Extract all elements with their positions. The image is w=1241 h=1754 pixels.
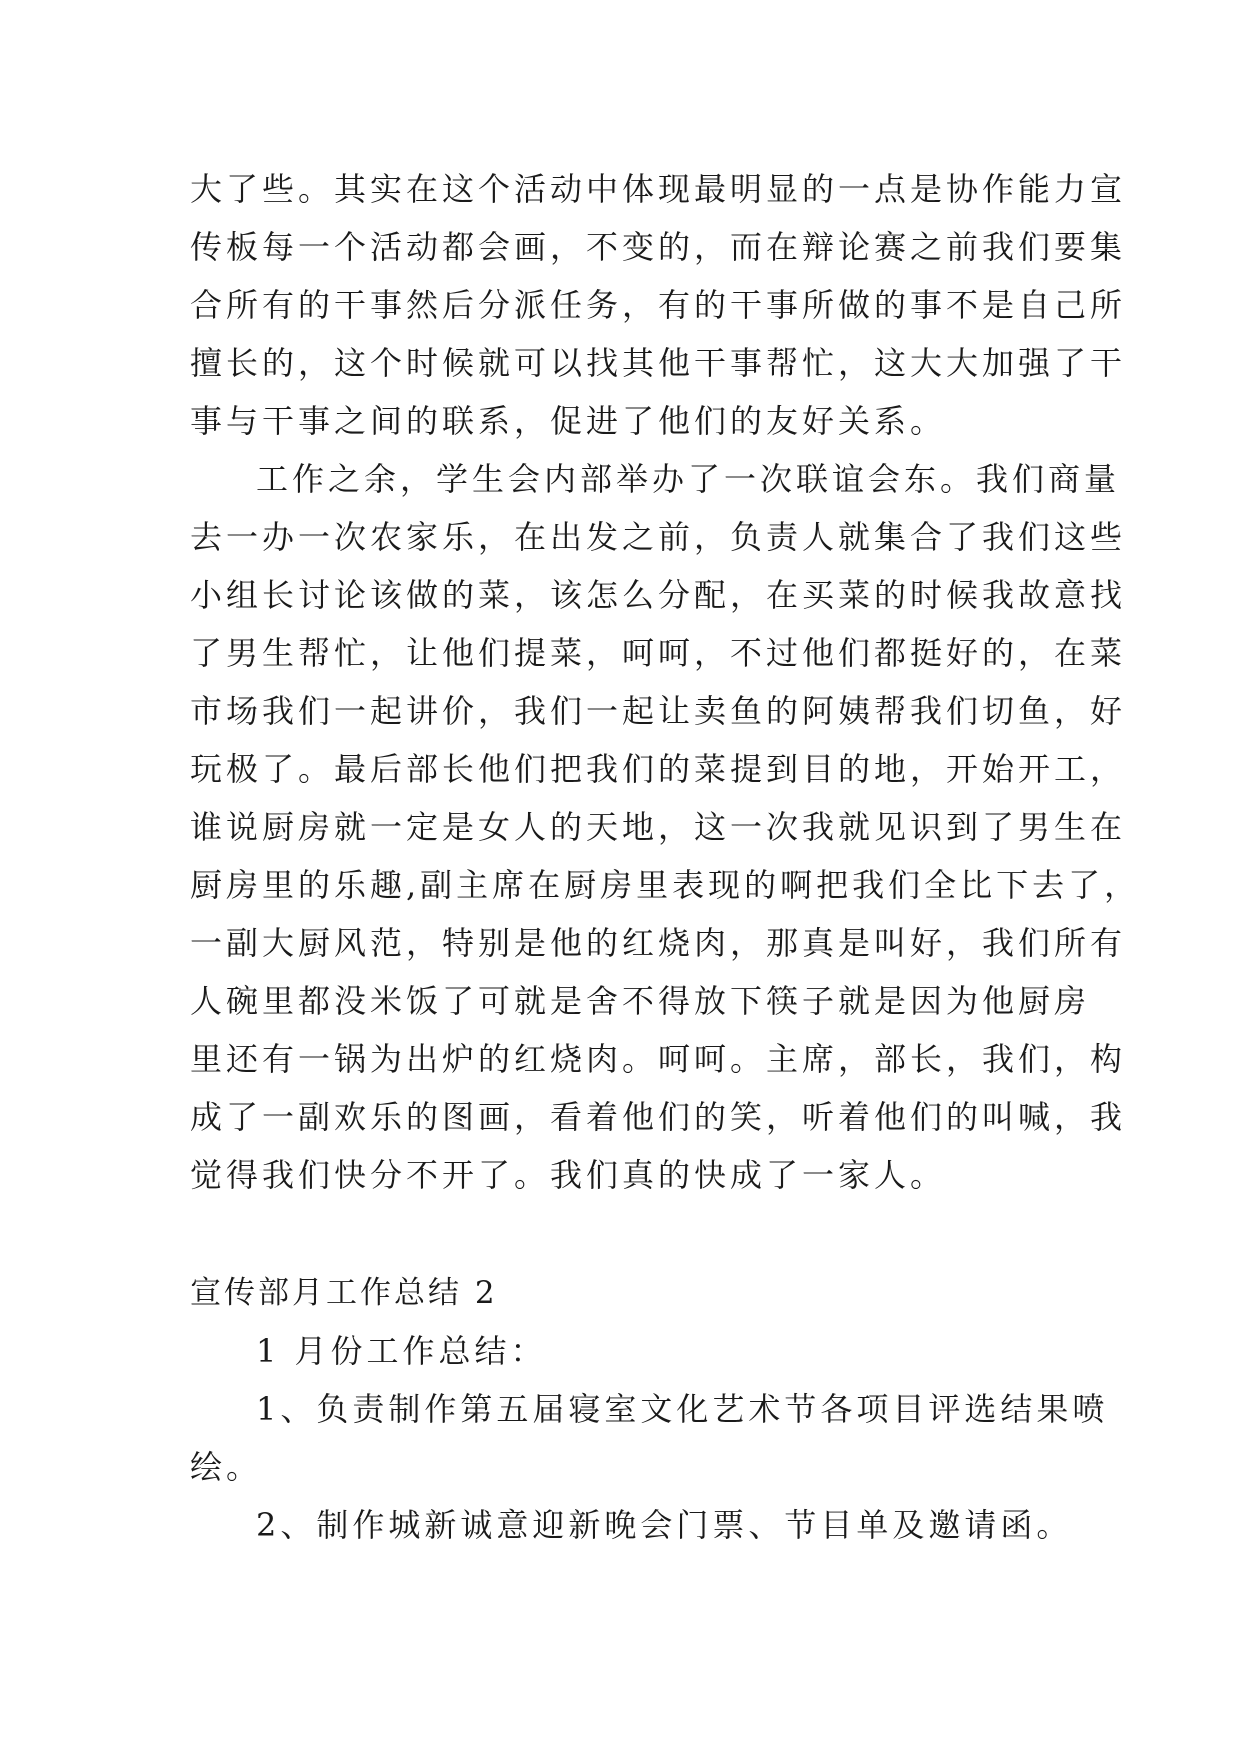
paragraph-gathering [190, 450, 1141, 1204]
text-line: 人碗里都没米饭了可就是舍不得放下筷子就是因为他厨房 [190, 982, 1091, 1020]
list-item [190, 1496, 1073, 1554]
text-line: 觉得我们快分不开了。我们真的快成了一家人。 [190, 1156, 947, 1194]
text-line: 工作之余，学生会内部举办了一次联谊会东。我们商量 [256, 460, 1121, 498]
text-line: 传板每一个活动都会画，不变的，而在辩论赛之前我们要集 [190, 228, 1127, 266]
text-line: 绘。 [190, 1448, 263, 1486]
section-gap [190, 1204, 1050, 1264]
document-body [190, 160, 1141, 1554]
text-line: 厨房里的乐趣,副主席在厨房里表现的啊把我们全比下去了， [190, 866, 1141, 904]
text-line: 合所有的干事然后分派任务，有的干事所做的事不是自己所 [190, 286, 1127, 324]
text-line: 成了一副欢乐的图画，看着他们的笑，听着他们的叫喊，我 [190, 1098, 1127, 1136]
text-line: 2、制作城新诚意迎新晚会门票、节目单及邀请函。 [256, 1506, 1073, 1544]
section-title: 宣传部月工作总结 2 [190, 1275, 498, 1311]
text-line: 去一办一次农家乐，在出发之前，负责人就集合了我们这些 [190, 518, 1127, 556]
text-line: 里还有一锅为出炉的红烧肉。呵呵。主席，部长，我们，构 [190, 1040, 1127, 1078]
list-item [190, 1380, 1109, 1496]
text-line: 1、负责制作第五届寝室文化艺术节各项目评选结果喷 [256, 1390, 1109, 1428]
text-line: 小组长讨论该做的菜，该怎么分配，在买菜的时候我故意找 [190, 576, 1127, 614]
month-heading: 1 月份工作总结： [256, 1332, 547, 1370]
text-line: 谁说厨房就一定是女人的天地，这一次我就见识到了男生在 [190, 808, 1127, 846]
text-line: 市场我们一起讲价，我们一起让卖鱼的阿姨帮我们切鱼，好 [190, 692, 1127, 730]
text-line: 大了些。其实在这个活动中体现最明显的一点是协作能力宣 [190, 170, 1127, 208]
text-line: 一副大厨风范，特别是他的红烧肉，那真是叫好，我们所有 [190, 924, 1127, 962]
text-line: 玩极了。最后部长他们把我们的菜提到目的地，开始开工， [190, 750, 1127, 788]
text-line: 擅长的，这个时候就可以找其他干事帮忙，这大大加强了干 [190, 344, 1127, 382]
text-line: 了男生帮忙，让他们提菜，呵呵，不过他们都挺好的，在菜 [190, 634, 1127, 672]
paragraph-continuation [190, 160, 1127, 450]
text-line: 事与干事之间的联系，促进了他们的友好关系。 [190, 402, 947, 440]
